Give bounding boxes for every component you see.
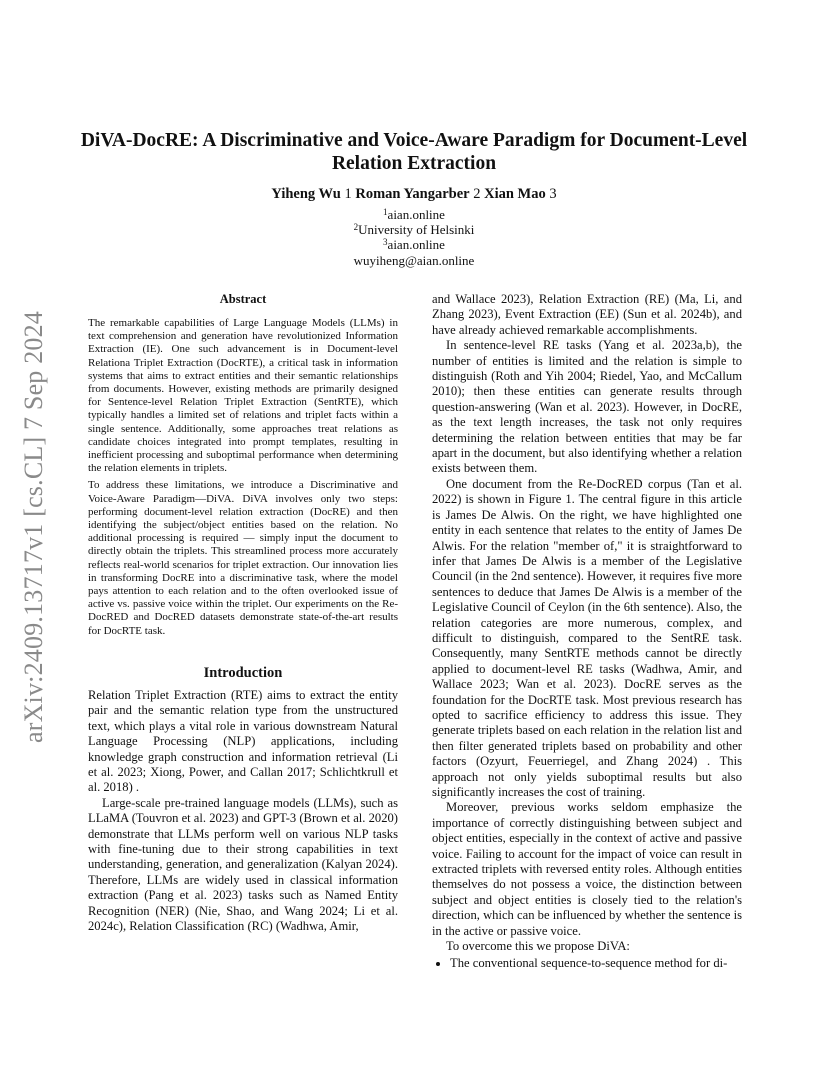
affiliation-marker: 1 (383, 207, 388, 217)
author-number: 2 (473, 186, 481, 202)
affiliation-marker: 2 (353, 222, 359, 233)
arxiv-identifier (10, 292, 58, 762)
abstract-heading: Abstract (219, 292, 267, 306)
arxiv-identifier-text: arXiv:2409.13717v1 [cs.CL] 7 Sep 2024 (19, 310, 48, 744)
author-email: wuyiheng@aian.online (353, 252, 475, 268)
affiliation (70, 207, 758, 222)
left-column (88, 292, 398, 934)
author-name: Xian Mao (484, 186, 546, 202)
right-column (432, 292, 742, 972)
author-number: 3 (549, 186, 557, 202)
body-paragraph-continuation: and Wallace 2023), Relation Extraction (RE) (Ma, Li, and Zhang 2023), Event Extraction (EE) (Sun et al. 2024b), and have already achieved remarkable accomplishments. (432, 292, 742, 337)
author-line (70, 185, 758, 203)
body-paragraph: Moreover, previous works seldom emphasize the importance of correctly distinguishing between subject and object entities, especially in the context of active and passive voice. Failing to account for the impact of voice can result in extracted triplets with reversed entity roles. Although entities themselves do not possess a voice, the distinction between subject and object entities is closely tied to the relation's direction, which can be influenced by whether the sentence is in the active or passive voice. (432, 800, 742, 938)
affiliations (70, 207, 758, 268)
author-name: Roman Yangarber (355, 186, 470, 202)
author-name: Yiheng Wu (271, 186, 341, 202)
abstract-paragraph: The remarkable capabilities of Large Language Models (LLMs) in text comprehension and generation have revolutionized Information Extraction (IE). One such advancement is in Document-level Relationa Triplet Extraction (DocRTE), a critical task in information systems that aims to extract entities and their semantic relationships from documents. However, existing methods are primarily designed for Sentence-level Relation Triplet Extraction (SentRTE), which typically handles a limited set of relations and triplet facts within a single sentence. Additionally, some approaches treat relations as candidate choices integrated into prompt templates, resulting in inefficient processing and suboptimal performance when determining the relation elements in triplets. (88, 317, 398, 475)
affiliation (70, 222, 758, 237)
affiliation-name: University of Helsinki (358, 222, 475, 238)
body-paragraph: Relation Triplet Extraction (RTE) aims to extract the entity pair and the semantic relation type from the unstructured text, which plays a vital role in various downstream Natural Language Processing (NLP) applications, including knowledge graph construction and information retrieval (Li et al. 2023; Xiong, Power, and Callan 2017; Schlichtkrull et al. 2018) . (88, 687, 398, 795)
affiliation-name: aian.online (387, 237, 445, 253)
affiliation (70, 237, 758, 252)
affiliation-name: aian.online (387, 207, 445, 222)
body-paragraph: Large-scale pre-trained language models (LLMs), such as LLaMA (Touvron et al. 2023) and GPT-3 (Brown et al. 2020) demonstrate that LLMs perform well on various NLP tasks with fine-tuning due to their strong capabilities in text understanding, generation, and generalization (Kalyan 2024). Therefore, LLMs are widely used in classical information extraction (Pang et al. 2023) tasks such as Named Entity Recognition (NER) (Nie, Shao, and Wang 2024; Li et al. 2024c), Relation Classification (RC) (Wadhwa, Amir, (88, 795, 398, 933)
author-number: 1 (344, 186, 352, 202)
body-paragraph: In sentence-level RE tasks (Yang et al. 2023a,b), the number of entities is limited and the relation is simple to distinguish (Roth and Yih 2004; Riedel, Yao, and McCallum 2010); then these entities can generate results through question-answering (Wan et al. 2023). However, in DocRE, as the text length increases, the task not only requires determining the relation between entities that may be far apart in the document, but also identifying whether a relation exists between them. (432, 338, 742, 476)
section-heading-introduction: Introduction (203, 664, 283, 681)
paper-title: DiVA-DocRE: A Discriminative and Voice-Aware Paradigm for Document-Level Relation Extraction (80, 130, 748, 174)
affiliation-marker: 3 (383, 237, 388, 248)
body-paragraph: One document from the Re-DocRED corpus (Tan et al. 2022) is shown in Figure 1. The central figure in this article is James De Alwis. On the right, we have highlighted one entity in each sentence that relates to the entity of James De Alwis. For the relation "member of," it is straightforward to infer that James De Alwis is a member of the Legislative Council (in the 2nd sentence). However, it requires five more sentences to deduce that James De Alwis is a member of the Legislative Council of Ceylon (in the 6th sentence). Also, the relation categories are more numerous, complex, and difficult to distinguish, compared to the SentRE task. Consequently, many SentRTE methods cannot be directly applied to document-level RE tasks (Wadhwa, Amir, and Wallace 2023; Wan et al. 2023). DocRE serves as the foundation for the DocRTE task. Most previous research has opted to sacrifice efficiency to address this issue. They generate triplets based on each relation in the relation list and then filter generated triplets based on probability and other factors (Ozyurt, Feuerriegel, and Zhang 2024) . This approach not only yields suboptimal results but also significantly increases the cost of training. (432, 476, 742, 799)
abstract-paragraph: To address these limitations, we introduce a Discriminative and Voice-Aware Paradigm—DiVA. DiVA involves only two steps: performing document-level relation extraction (DocRE) and then identifying the subject/object entities based on the relation. No additional processing is required — simply input the document to directly obtain the triplets. This streamlined process more accurately reflects real-world scenarios for triplet extraction. Our innovation lies in transforming DocRE into a discriminative task, where the model pays attention to each relation and to the often overlooked issue of active vs. passive voice within the triplet. Our experiments on the Re-DocRED and DocRED datasets demonstrate state-of-the-art results for DocRTE task. (88, 479, 398, 637)
list-item: • The conventional sequence-to-sequence method for di- (450, 956, 742, 971)
body-paragraph: To overcome this we propose DiVA: (446, 939, 630, 954)
contribution-list (432, 956, 742, 971)
abstract (88, 292, 398, 638)
